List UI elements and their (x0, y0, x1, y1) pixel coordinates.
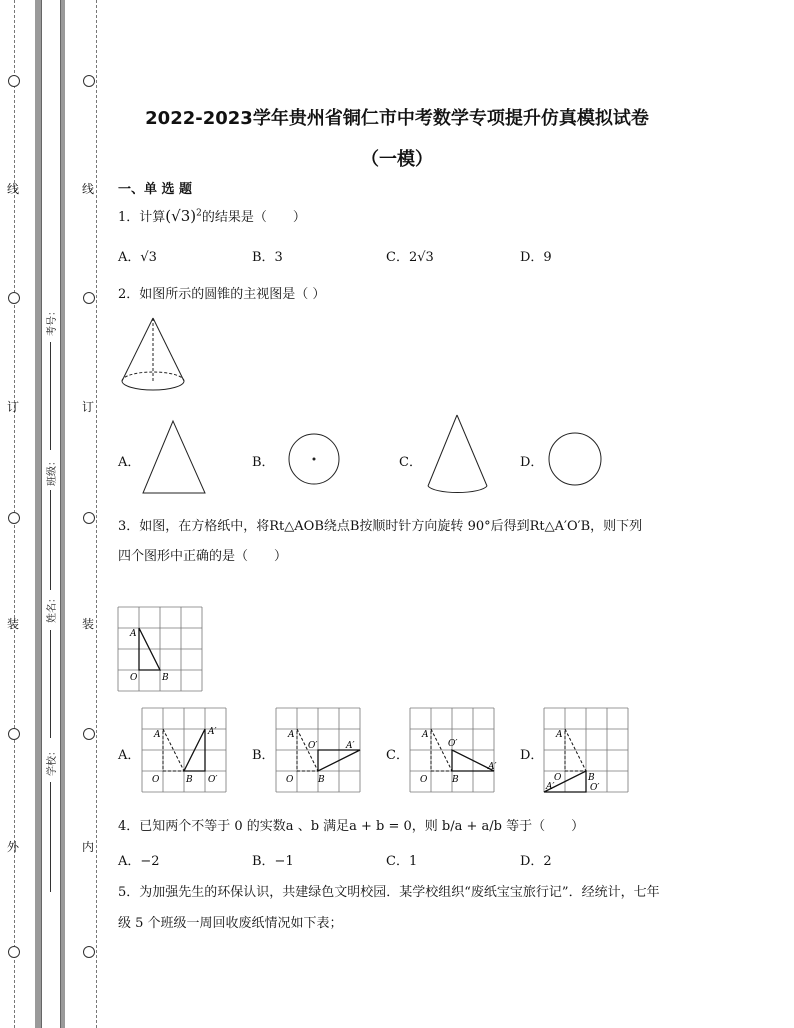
point-label-o-prime: O′ (448, 739, 458, 749)
binding-hole (8, 946, 20, 958)
q3-option-c-figure[interactable] (408, 706, 500, 796)
q2-option-d-label[interactable]: D． (520, 455, 544, 470)
exam-number-field[interactable] (50, 342, 51, 450)
question-5-stem-line1: 5．为加强先生的环保认识，共建绿色文明校园．某学校组织“废纸宝宝旅行记”．经统计，七年 (118, 885, 660, 900)
page-subtitle: （一模） (361, 149, 433, 170)
point-label-a-prime: A′ (208, 727, 217, 737)
point-label-o: O (130, 673, 138, 683)
binding-char: 线 (82, 182, 95, 196)
binding-char: 装 (82, 617, 95, 631)
point-label-o-prime: O′ (308, 741, 318, 751)
question-5-stem-line2: 级 5 个班级一周回收废纸情况如下表； (118, 916, 343, 931)
class-field[interactable] (50, 490, 51, 590)
q3-option-a-figure[interactable] (140, 706, 232, 796)
q3-option-a-label[interactable]: A． (118, 748, 141, 763)
point-label-o: O (286, 775, 294, 785)
q2-option-a-figure[interactable] (140, 418, 210, 498)
class-label: 班级： (47, 456, 58, 486)
school-field[interactable] (50, 782, 51, 892)
binding-hole (83, 75, 95, 87)
name-label: 姓名： (47, 593, 58, 623)
binding-hole (83, 728, 95, 740)
point-label-b: B (186, 775, 193, 785)
binding-char: 线 (7, 182, 20, 196)
binding-char: 装 (7, 617, 20, 631)
q2-option-c-figure[interactable] (424, 412, 494, 502)
binding-hole (83, 512, 95, 524)
point-label-b: B (588, 773, 595, 783)
q1-option-b[interactable]: B．3 (252, 250, 283, 265)
point-label-a: A (422, 730, 429, 740)
binding-hole (8, 728, 20, 740)
exam-number-label: 考号： (47, 306, 58, 336)
question-4-stem: 4．已知两个不等于 0 的实数a 、b 满足a + b = 0，则 b/a + a/b 等于（ ） (118, 819, 585, 834)
point-label-b: B (452, 775, 459, 785)
point-label-o: O (554, 773, 562, 783)
question-3-stem-line1: 3．如图，在方格纸中，将Rt△AOB绕点B按顺时针方向旋转 90°后得到Rt△A′O′B，则下列 (118, 519, 643, 534)
section-heading: 一、单 选 题 (118, 182, 193, 197)
point-label-o: O (420, 775, 428, 785)
binding-hole (8, 512, 20, 524)
binding-char: 订 (82, 400, 95, 414)
q2-option-c-label[interactable]: C． (399, 455, 422, 470)
question-1-stem: 1．计算$(√3)^2$的结果是（ ） (118, 207, 306, 225)
point-label-a: A (288, 730, 295, 740)
q2-cone-figure (118, 315, 188, 395)
q3-option-d-label[interactable]: D． (520, 748, 544, 763)
name-field[interactable] (50, 630, 51, 738)
q4-option-a[interactable]: A．−2 (118, 854, 160, 869)
page-title: 2022-2023学年贵州省铜仁市中考数学专项提升仿真模拟试卷 (145, 108, 649, 129)
q3-option-c-label[interactable]: C． (386, 748, 409, 763)
binding-char: 内 (82, 840, 95, 854)
binding-char: 订 (7, 400, 20, 414)
q1-option-a[interactable]: A．√3 (118, 250, 157, 265)
q3-original-figure (116, 605, 206, 695)
q2-option-b-label[interactable]: B． (252, 455, 275, 470)
point-label-a: A (556, 730, 563, 740)
q3-option-b-figure[interactable] (274, 706, 366, 796)
point-label-a-prime: A′ (546, 782, 555, 792)
q2-option-d-figure[interactable] (546, 430, 606, 490)
point-label-b: B (318, 775, 325, 785)
school-label: 学校： (47, 746, 58, 776)
binding-hole (8, 75, 20, 87)
point-label-b: B (162, 673, 169, 683)
binding-hole (83, 292, 95, 304)
binding-hole (8, 292, 20, 304)
q2-option-a-label[interactable]: A． (118, 455, 141, 470)
point-label-a-prime: A′ (346, 741, 355, 751)
point-label-a-prime: A′ (488, 762, 497, 772)
question-2-stem: 2．如图所示的圆锥的主视图是（ ） (118, 287, 326, 302)
q1-option-c[interactable]: C．2√3 (386, 250, 434, 265)
point-label-o-prime: O′ (208, 775, 218, 785)
q3-option-b-label[interactable]: B． (252, 748, 275, 763)
q2-option-b-figure[interactable] (284, 430, 344, 490)
q4-option-c[interactable]: C．1 (386, 854, 418, 869)
q4-option-d[interactable]: D．2 (520, 854, 552, 869)
binding-hole (83, 946, 95, 958)
binding-char: 外 (7, 840, 20, 854)
point-label-a: A (130, 629, 137, 639)
question-3-stem-line2: 四个图形中正确的是（ ） (118, 549, 288, 564)
point-label-o-prime: O′ (590, 783, 600, 793)
point-label-o: O (152, 775, 160, 785)
q4-option-b[interactable]: B．−1 (252, 854, 294, 869)
q3-option-d-figure[interactable] (542, 706, 634, 796)
q1-option-d[interactable]: D．9 (520, 250, 552, 265)
point-label-a: A (154, 730, 161, 740)
